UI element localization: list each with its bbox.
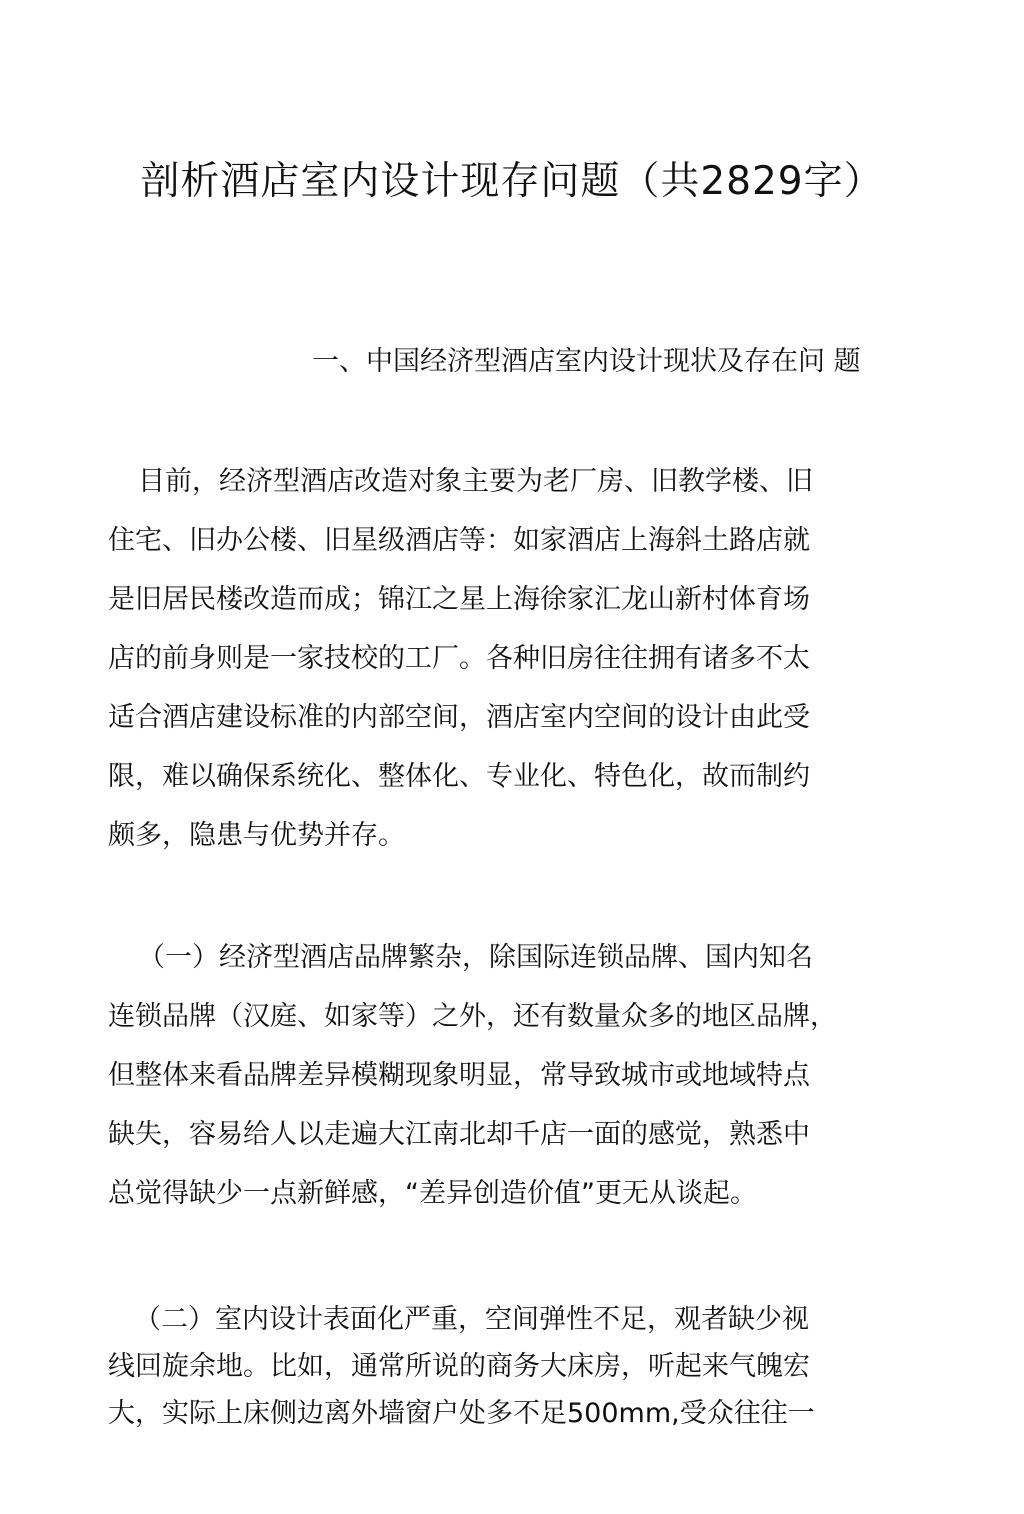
paragraph-line: 是旧居民楼改造而成；锦江之星上海徐家汇龙山新村体育场: [108, 584, 810, 615]
paragraph-line: 但整体来看品牌差异模糊现象明显，常导致城市或地域特点: [108, 1060, 810, 1091]
paragraph-line: 目前，经济型酒店改造对象主要为老厂房、旧教学楼、旧: [138, 466, 813, 497]
paragraph-line: 总觉得缺少一点新鲜感，“差异创造价值”更无从谈起。: [108, 1178, 757, 1209]
paragraph-line: 适合酒店建设标准的内部空间，酒店室内空间的设计由此受: [108, 702, 810, 733]
document-title: 剖析酒店室内设计现存问题（共2829字）: [140, 159, 884, 204]
paragraph-line: 住宅、旧办公楼、旧星级酒店等：如家酒店上海斜土路店就: [108, 525, 810, 556]
paragraph-line: （一）经济型酒店品牌繁杂，除国际连锁品牌、国内知名: [138, 942, 813, 973]
paragraph-line: 连锁品牌（汉庭、如家等）之外，还有数量众多的地区品牌，: [108, 1001, 837, 1032]
paragraph-line: （二）室内设计表面化严重，空间弹性不足，观者缺少视: [134, 1304, 809, 1335]
paragraph-line: 大，实际上床侧边离外墙窗户处多不足500mm,受众往往一: [108, 1398, 815, 1429]
paragraph-line: 店的前身则是一家技校的工厂。各种旧房往往拥有诸多不太: [108, 643, 810, 674]
paragraph-line: 颇多，隐患与优势并存。: [108, 820, 405, 851]
paragraph-2: [108, 928, 898, 1223]
paragraph-line: 线回旋余地。比如，通常所说的商务大床房，听起来气魄宏: [108, 1351, 810, 1382]
paragraph-1: [108, 452, 898, 865]
paragraph-line: 缺失，容易给人以走遍大江南北却千店一面的感觉，熟悉中: [108, 1119, 810, 1150]
section-heading: 一、中国经济型酒店室内设计现状及存在问 题: [312, 346, 861, 377]
paragraph-line: 限，难以确保系统化、整体化、专业化、特色化，故而制约: [108, 761, 810, 792]
paragraph-3: [108, 1296, 898, 1437]
